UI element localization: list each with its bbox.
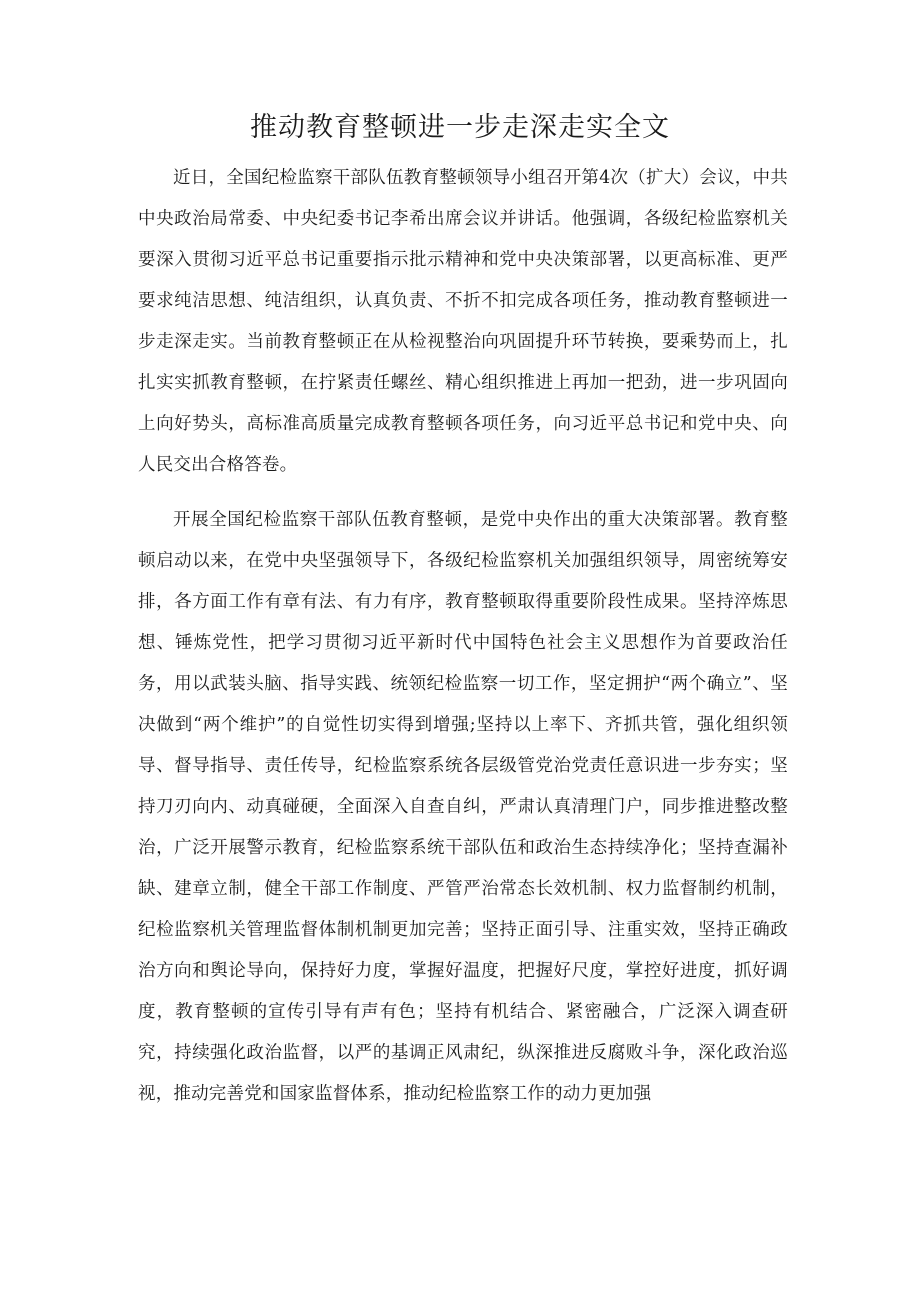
paragraph-2: 开展全国纪检监察干部队伍教育整顿，是党中央作出的重大决策部署。教育整顿启动以来，在党中央坚强领导下，各级纪检监察机关加强组织领导，周密统筹安排，各方面工作有章有法、有力有序，教育整顿取得重要阶段性成果。坚持淬炼思想、锤炼党性，把学习贯彻习近平新时代中国特色社会主义思想作为首要政治任务，用以武装头脑、指导实践、统领纪检监察一切工作，坚定拥护“两个确立”、坚决做到“两个维护”的自觉性切实得到增强;坚持以上率下、齐抓共管，强化组织领导、督导指导、责任传导，纪检监察系统各层级管党治党责任意识进一步夯实；坚持刀刃向内、动真碰硬，全面深入自查自纠，严肃认真清理门户，同步推进整改整治，广泛开展警示教育，纪检监察系统干部队伍和政治生态持续净化；坚持查漏补缺、建章立制，健全干部工作制度、严管严治常态长效机制、权力监督制约机制，纪检监察机关管理监督体制机制更加完善；坚持正面引导、注重实效，坚持正确政治方向和舆论导向，保持好力度，掌握好温度，把握好尺度，掌控好进度，抓好调度，教育整顿的宣传引导有声有色；坚持有机结合、紧密融合，广泛深入调查研究，持续强化政治监督，以严的基调正风肃纪，纵深推进反腐败斗争，深化政治巡视，推动完善党和国家监督体系，推动纪检监察工作的动力更加强 bbox=[138, 510, 788, 1104]
document-title: 推动教育整顿进一步走深走实全文 bbox=[250, 112, 670, 143]
paragraph-1: 近日，全国纪检监察干部队伍教育整顿领导小组召开第4次（扩大）会议，中共中央政治局常委、中央纪委书记李希出席会议并讲话。他强调，各级纪检监察机关要深入贯彻习近平总书记重要指示批示精神和党中央决策部署，以更高标准、更严要求纯洁思想、纯洁组织，认真负责、不折不扣完成各项任务，推动教育整顿进一步走深走实。当前教育整顿正在从检视整治向巩固提升环节转换，要乘势而上，扎扎实实抓教育整顿，在拧紧责任螺丝、精心组织推进上再加一把劲，进一步巩固向上向好势头，高标准高质量完成教育整顿各项任务，向习近平总书记和党中央、向人民交出合格答卷。 bbox=[138, 168, 788, 475]
document-body bbox=[138, 158, 788, 1129]
